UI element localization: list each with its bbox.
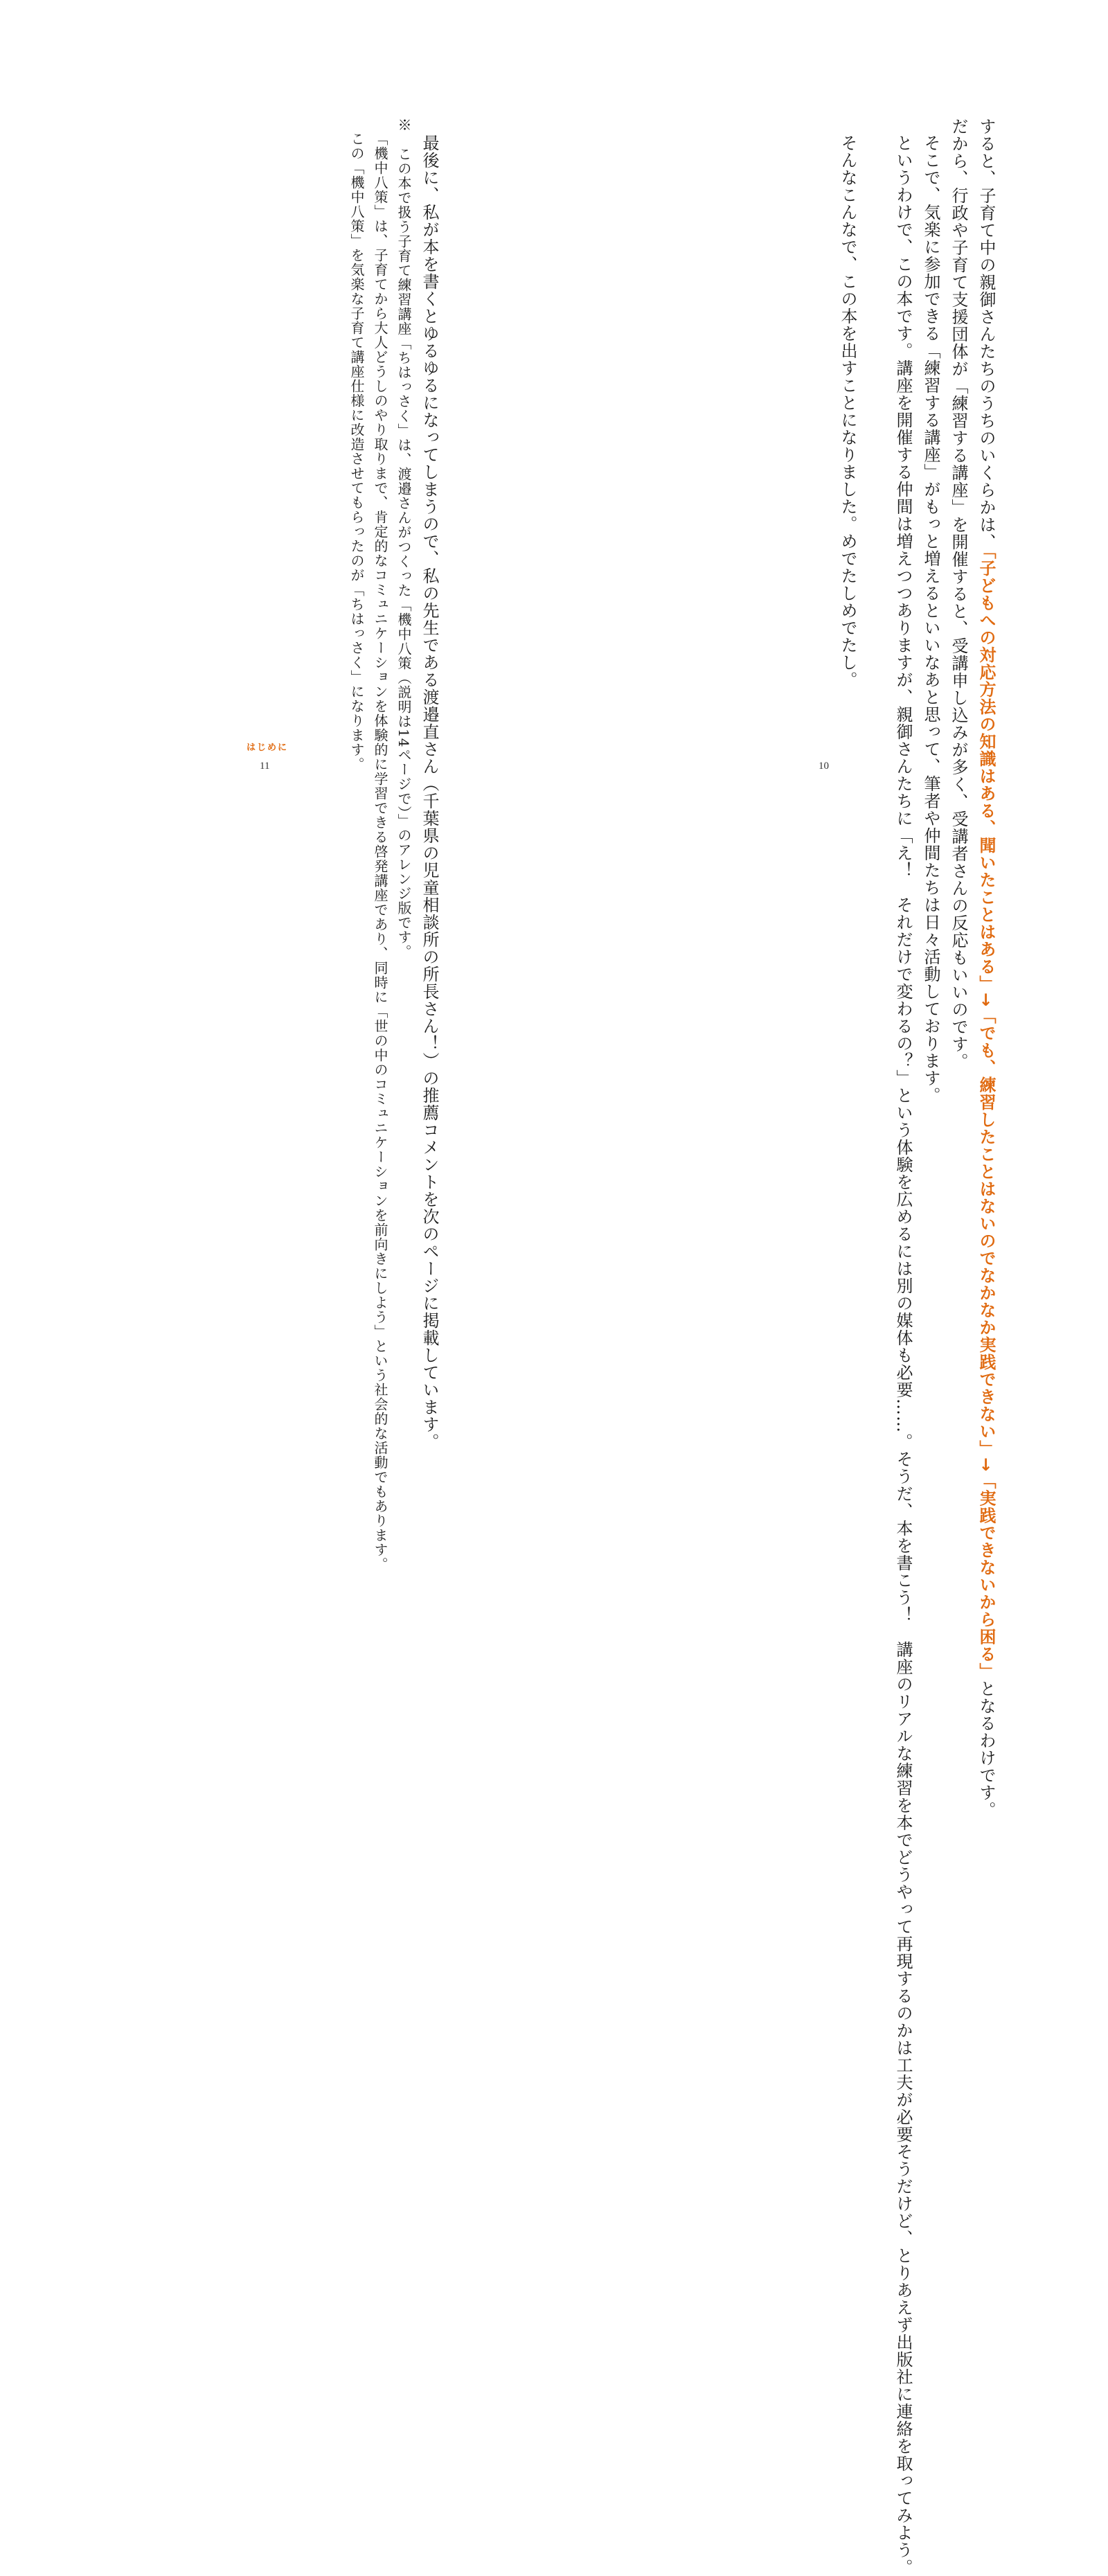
footnote-1: ※ この本で扱う子育て練習講座「ちはっさく」は、渡邉さんがつくった「機中八策（説明は14ページで）」のアレンジ版です。: [395, 118, 412, 959]
footnote-3: この「機中八策」を気楽な子育て講座仕様に改造させてもらったのが「ちはっさく」になります。: [348, 132, 365, 772]
footnote-block: [345, 118, 416, 1572]
footnote-2: 「機中八策」は、子育てから大人どうしのやり取りまで、肯定的なコミュニケーションを体験的に学習できる啓発講座であり、同時に「世の中のコミュニケーションを前向きにしよう」という社会的な活動でもあります。: [372, 132, 388, 1572]
section-label: はじめに: [247, 743, 289, 753]
paragraph-3: そこで、気楽に参加できる「練習する講座」がもっと増えるといいなあと思って、筆者や仲間たちは日々活動しております。: [921, 134, 940, 1104]
paragraph-5: そんなこんなで、この本を出すことになりました。めでたしめでたし。: [838, 134, 857, 689]
paragraph-4: というわけで、この本です。講座を開催する仲間は増えつつありますが、親御さんたちに「え！ それだけで変わるの？」という体験を広めるには別の媒体も必要……。そうだ、本を書こう！ 講座のリアルな練習を本でどうやって再現するのかは工夫が必要そうだけど、とりあえず出版社に連絡を取ってみよう。: [893, 134, 913, 2576]
paragraph-1-lead: すると、子育て中の親御さんたちのうちのいくらかは、: [976, 118, 996, 551]
page-number-left: 11: [260, 761, 270, 772]
paragraph-2: だから、行政や子育て支援団体が「練習する講座」を開催すると、受講申し込みが多く、受講者さんの反応もいいのです。: [949, 118, 968, 1070]
paragraph-1: [972, 118, 1000, 1819]
closing-paragraph: 最後に、私が本を書くとゆるゆるになってしまうので、私の先生である渡邉直さん（千葉県の児童相談所の所長さん！）の推薦コメントを次のページに掲載しています。: [420, 134, 439, 1450]
highlighted-quote: 「子どもへの対応方法の知識はある、聞いたことはある」→「でも、練習したことはないのでなかなか実践できない」→「実践できないから困る」: [976, 551, 996, 1680]
paragraph-1-tail: となるわけです。: [976, 1680, 996, 1819]
page-number-right: 10: [819, 761, 829, 772]
